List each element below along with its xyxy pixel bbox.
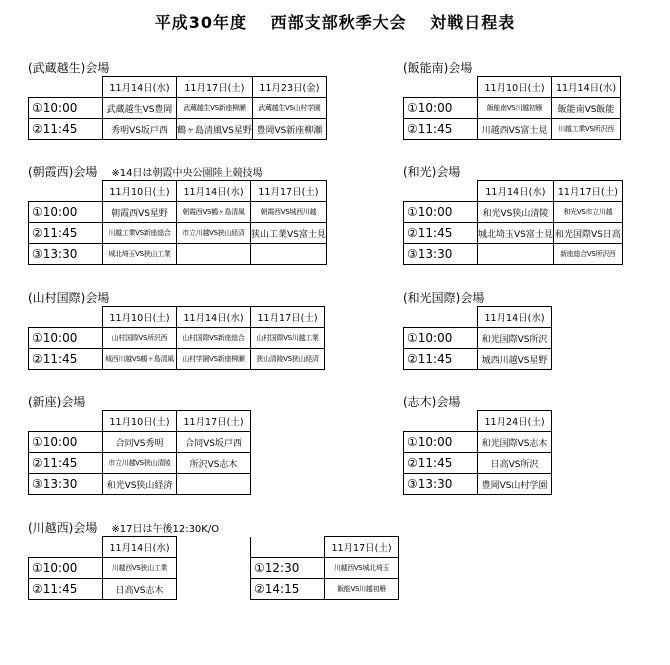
table-row <box>29 223 327 244</box>
table-row <box>404 474 552 495</box>
match-cell: 朝霞西VS星野 <box>103 202 177 223</box>
time-slot: ③13:30 <box>404 474 478 495</box>
date-header: 11月17日(土) <box>553 181 622 202</box>
table-row <box>29 328 325 349</box>
table-row <box>29 119 327 140</box>
match-cell <box>478 244 554 265</box>
page-title: 平成30年度 西部支部秋季大会 対戦日程表 <box>154 13 516 32</box>
match-cell: 山村国際VS所沢西 <box>103 328 177 349</box>
match-cell: 川越西VS富士見 <box>478 119 552 140</box>
venue-label: (山村国際)会場 <box>28 291 110 305</box>
table-row <box>404 98 621 119</box>
table-row <box>404 328 552 349</box>
date-header: 11月17日(土) <box>177 411 251 432</box>
schedule-table-wako <box>403 180 623 265</box>
header-row <box>29 537 399 558</box>
match-cell <box>177 474 251 495</box>
match-cell: 城西川越VS鶴ヶ島清風 <box>103 349 177 370</box>
schedule-table-niiza <box>28 410 251 495</box>
date-header: 11月14日(水) <box>552 77 621 98</box>
table-row <box>29 474 251 495</box>
table-row <box>29 244 327 265</box>
time-slot: ③13:30 <box>29 474 103 495</box>
header-row <box>29 411 251 432</box>
date-header: 11月10日(土) <box>103 411 177 432</box>
time-slot: ②11:45 <box>404 119 478 140</box>
venue-musashi <box>28 60 327 140</box>
schedule-table-asaka <box>28 180 327 265</box>
time-slot: ③13:30 <box>404 244 478 265</box>
time-slot: ①10:00 <box>404 432 478 453</box>
match-cell: 山村国際VS川越工業 <box>251 328 325 349</box>
schedule-table-musashi <box>28 76 327 140</box>
time-slot: ②11:45 <box>29 579 103 600</box>
match-cell: 山村学園VS新座柳瀬 <box>177 349 251 370</box>
table-row <box>404 349 552 370</box>
match-cell: 川越西VS城北埼玉 <box>325 558 399 579</box>
time-slot: ②11:45 <box>404 223 478 244</box>
table-row <box>404 119 621 140</box>
match-cell: 豊岡VS新座柳瀬 <box>252 119 326 140</box>
venue-kawagoenishi <box>28 520 399 600</box>
date-header: 11月24日(土) <box>478 411 552 432</box>
schedule-table-yamamura <box>28 306 325 370</box>
time-slot: ①10:00 <box>404 98 478 119</box>
match-cell: 川越工業VS新座総合 <box>103 223 177 244</box>
table-row <box>404 432 552 453</box>
table-row <box>404 244 623 265</box>
date-header: 11月17日(土) <box>251 181 327 202</box>
table-row <box>29 579 399 600</box>
table-row <box>29 453 251 474</box>
date-header: 11月14日(水) <box>478 181 554 202</box>
match-cell: 飯能南VS川越初雁 <box>478 98 552 119</box>
venue-note: ※14日は朝霞中央公園陸上競技場 <box>111 168 263 179</box>
time-slot: ②11:45 <box>404 453 478 474</box>
venue-wakokokusai <box>403 290 552 370</box>
match-cell: 武蔵越生VS豊岡 <box>103 98 177 119</box>
date-header: 11月10日(土) <box>103 307 177 328</box>
table-row <box>29 202 327 223</box>
venue-label: (志木)会場 <box>403 395 461 409</box>
time-slot: ①10:00 <box>404 328 478 349</box>
header-row <box>29 307 325 328</box>
match-cell: 和光国際VS日高 <box>553 223 622 244</box>
schedule-table-hanno <box>403 76 621 140</box>
date-header: 11月14日(水) <box>177 307 251 328</box>
match-cell: 朝霞西VS鶴ヶ島清風 <box>177 202 251 223</box>
match-cell: 市立川越VS狭山経済 <box>177 223 251 244</box>
venue-niiza <box>28 394 251 495</box>
match-cell: 秀明VS坂戸西 <box>103 119 177 140</box>
schedule-table-wakokokusai <box>403 306 552 370</box>
venue-note: ※17日は午後12:30K/O <box>111 524 220 535</box>
match-cell: 狭山工業VS富士見 <box>251 223 327 244</box>
header-row <box>404 411 552 432</box>
match-cell: 武蔵越生VS新座柳瀬 <box>177 98 253 119</box>
table-row <box>29 558 399 579</box>
match-cell: 合同VS秀明 <box>103 432 177 453</box>
match-cell: 飯能南VS飯能 <box>552 98 621 119</box>
match-cell: 城北埼玉VS狭山工業 <box>103 244 177 265</box>
venue-hanno <box>403 60 621 140</box>
venue-label: (飯能南)会場 <box>403 61 473 75</box>
match-cell: 合同VS坂戸西 <box>177 432 251 453</box>
match-cell: 和光VS狭山経済 <box>103 474 177 495</box>
time-slot: ①10:00 <box>29 98 103 119</box>
date-header: 11月10日(土) <box>478 77 552 98</box>
date-header: 11月14日(水) <box>177 181 251 202</box>
match-cell: 和光国際VS所沢 <box>478 328 552 349</box>
venue-label: (朝霞西)会場 ※14日は朝霞中央公園陸上競技場 <box>28 165 263 179</box>
header-row <box>29 181 327 202</box>
match-cell: 市立川越VS狭山清陵 <box>103 453 177 474</box>
match-cell: 山村国際VS新座総合 <box>177 328 251 349</box>
venue-yamamura <box>28 290 325 370</box>
time-slot: ①10:00 <box>29 432 103 453</box>
match-cell: 武蔵越生VS山村学園 <box>252 98 326 119</box>
time-slot: ①12:30 <box>251 558 325 579</box>
match-cell <box>177 244 251 265</box>
match-cell: 新座総合VS所沢西 <box>553 244 622 265</box>
match-cell: 城西川越VS星野 <box>478 349 552 370</box>
table-row <box>404 202 623 223</box>
match-cell <box>251 244 327 265</box>
match-cell: 和光国際VS志木 <box>478 432 552 453</box>
match-cell: 朝霞西VS城西川越 <box>251 202 327 223</box>
time-slot: ②14:15 <box>251 579 325 600</box>
match-cell: 鶴ヶ島清風VS星野 <box>177 119 253 140</box>
header-row <box>29 77 327 98</box>
date-header: 11月17日(土) <box>325 537 399 558</box>
table-row <box>29 98 327 119</box>
date-header: 11月10日(土) <box>103 181 177 202</box>
time-slot: ②11:45 <box>29 223 103 244</box>
venue-wako <box>403 164 623 265</box>
match-cell: 狭山清陵VS狭山経済 <box>251 349 325 370</box>
match-cell: 川越西VS狭山工業 <box>103 558 177 579</box>
date-header: 11月17日(土) <box>177 77 253 98</box>
table-row <box>404 453 552 474</box>
match-cell: 川越工業VS所沢西 <box>552 119 621 140</box>
time-slot: ②11:45 <box>29 453 103 474</box>
table-row <box>29 432 251 453</box>
venue-asaka <box>28 164 327 265</box>
time-slot: ③13:30 <box>29 244 103 265</box>
match-cell: 城北埼玉VS富士見 <box>478 223 554 244</box>
match-cell: 日高VS志木 <box>103 579 177 600</box>
match-cell: 所沢VS志木 <box>177 453 251 474</box>
match-cell: 和光VS市立川越 <box>553 202 622 223</box>
venue-label: (武蔵越生)会場 <box>28 61 110 75</box>
date-header: 11月17日(土) <box>251 307 325 328</box>
time-slot: ②11:45 <box>29 119 103 140</box>
table-row <box>404 223 623 244</box>
schedule-table-shiki <box>403 410 552 495</box>
time-slot: ①10:00 <box>29 558 103 579</box>
header-row <box>404 77 621 98</box>
schedule-table-kawagoenishi <box>28 536 399 600</box>
venue-label: (川越西)会場 ※17日は午後12:30K/O <box>28 521 220 535</box>
date-header: 11月23日(金) <box>252 77 326 98</box>
match-cell: 日高VS所沢 <box>478 453 552 474</box>
venue-label: (和光)会場 <box>403 165 461 179</box>
date-header: 11月14日(水) <box>478 307 552 328</box>
time-slot: ②11:45 <box>404 349 478 370</box>
time-slot: ①10:00 <box>404 202 478 223</box>
time-slot: ①10:00 <box>29 328 103 349</box>
time-slot: ②11:45 <box>29 349 103 370</box>
header-row <box>404 307 552 328</box>
venue-shiki <box>403 394 552 495</box>
header-row <box>404 181 623 202</box>
match-cell: 豊岡VS山村学園 <box>478 474 552 495</box>
match-cell: 和光VS狭山清陵 <box>478 202 554 223</box>
match-cell: 飯能VS川越初雁 <box>325 579 399 600</box>
venue-label: (新座)会場 <box>28 395 86 409</box>
time-slot: ①10:00 <box>29 202 103 223</box>
table-row <box>29 349 325 370</box>
date-header: 11月14日(水) <box>103 537 177 558</box>
date-header: 11月14日(水) <box>103 77 177 98</box>
venue-label: (和光国際)会場 <box>403 291 485 305</box>
